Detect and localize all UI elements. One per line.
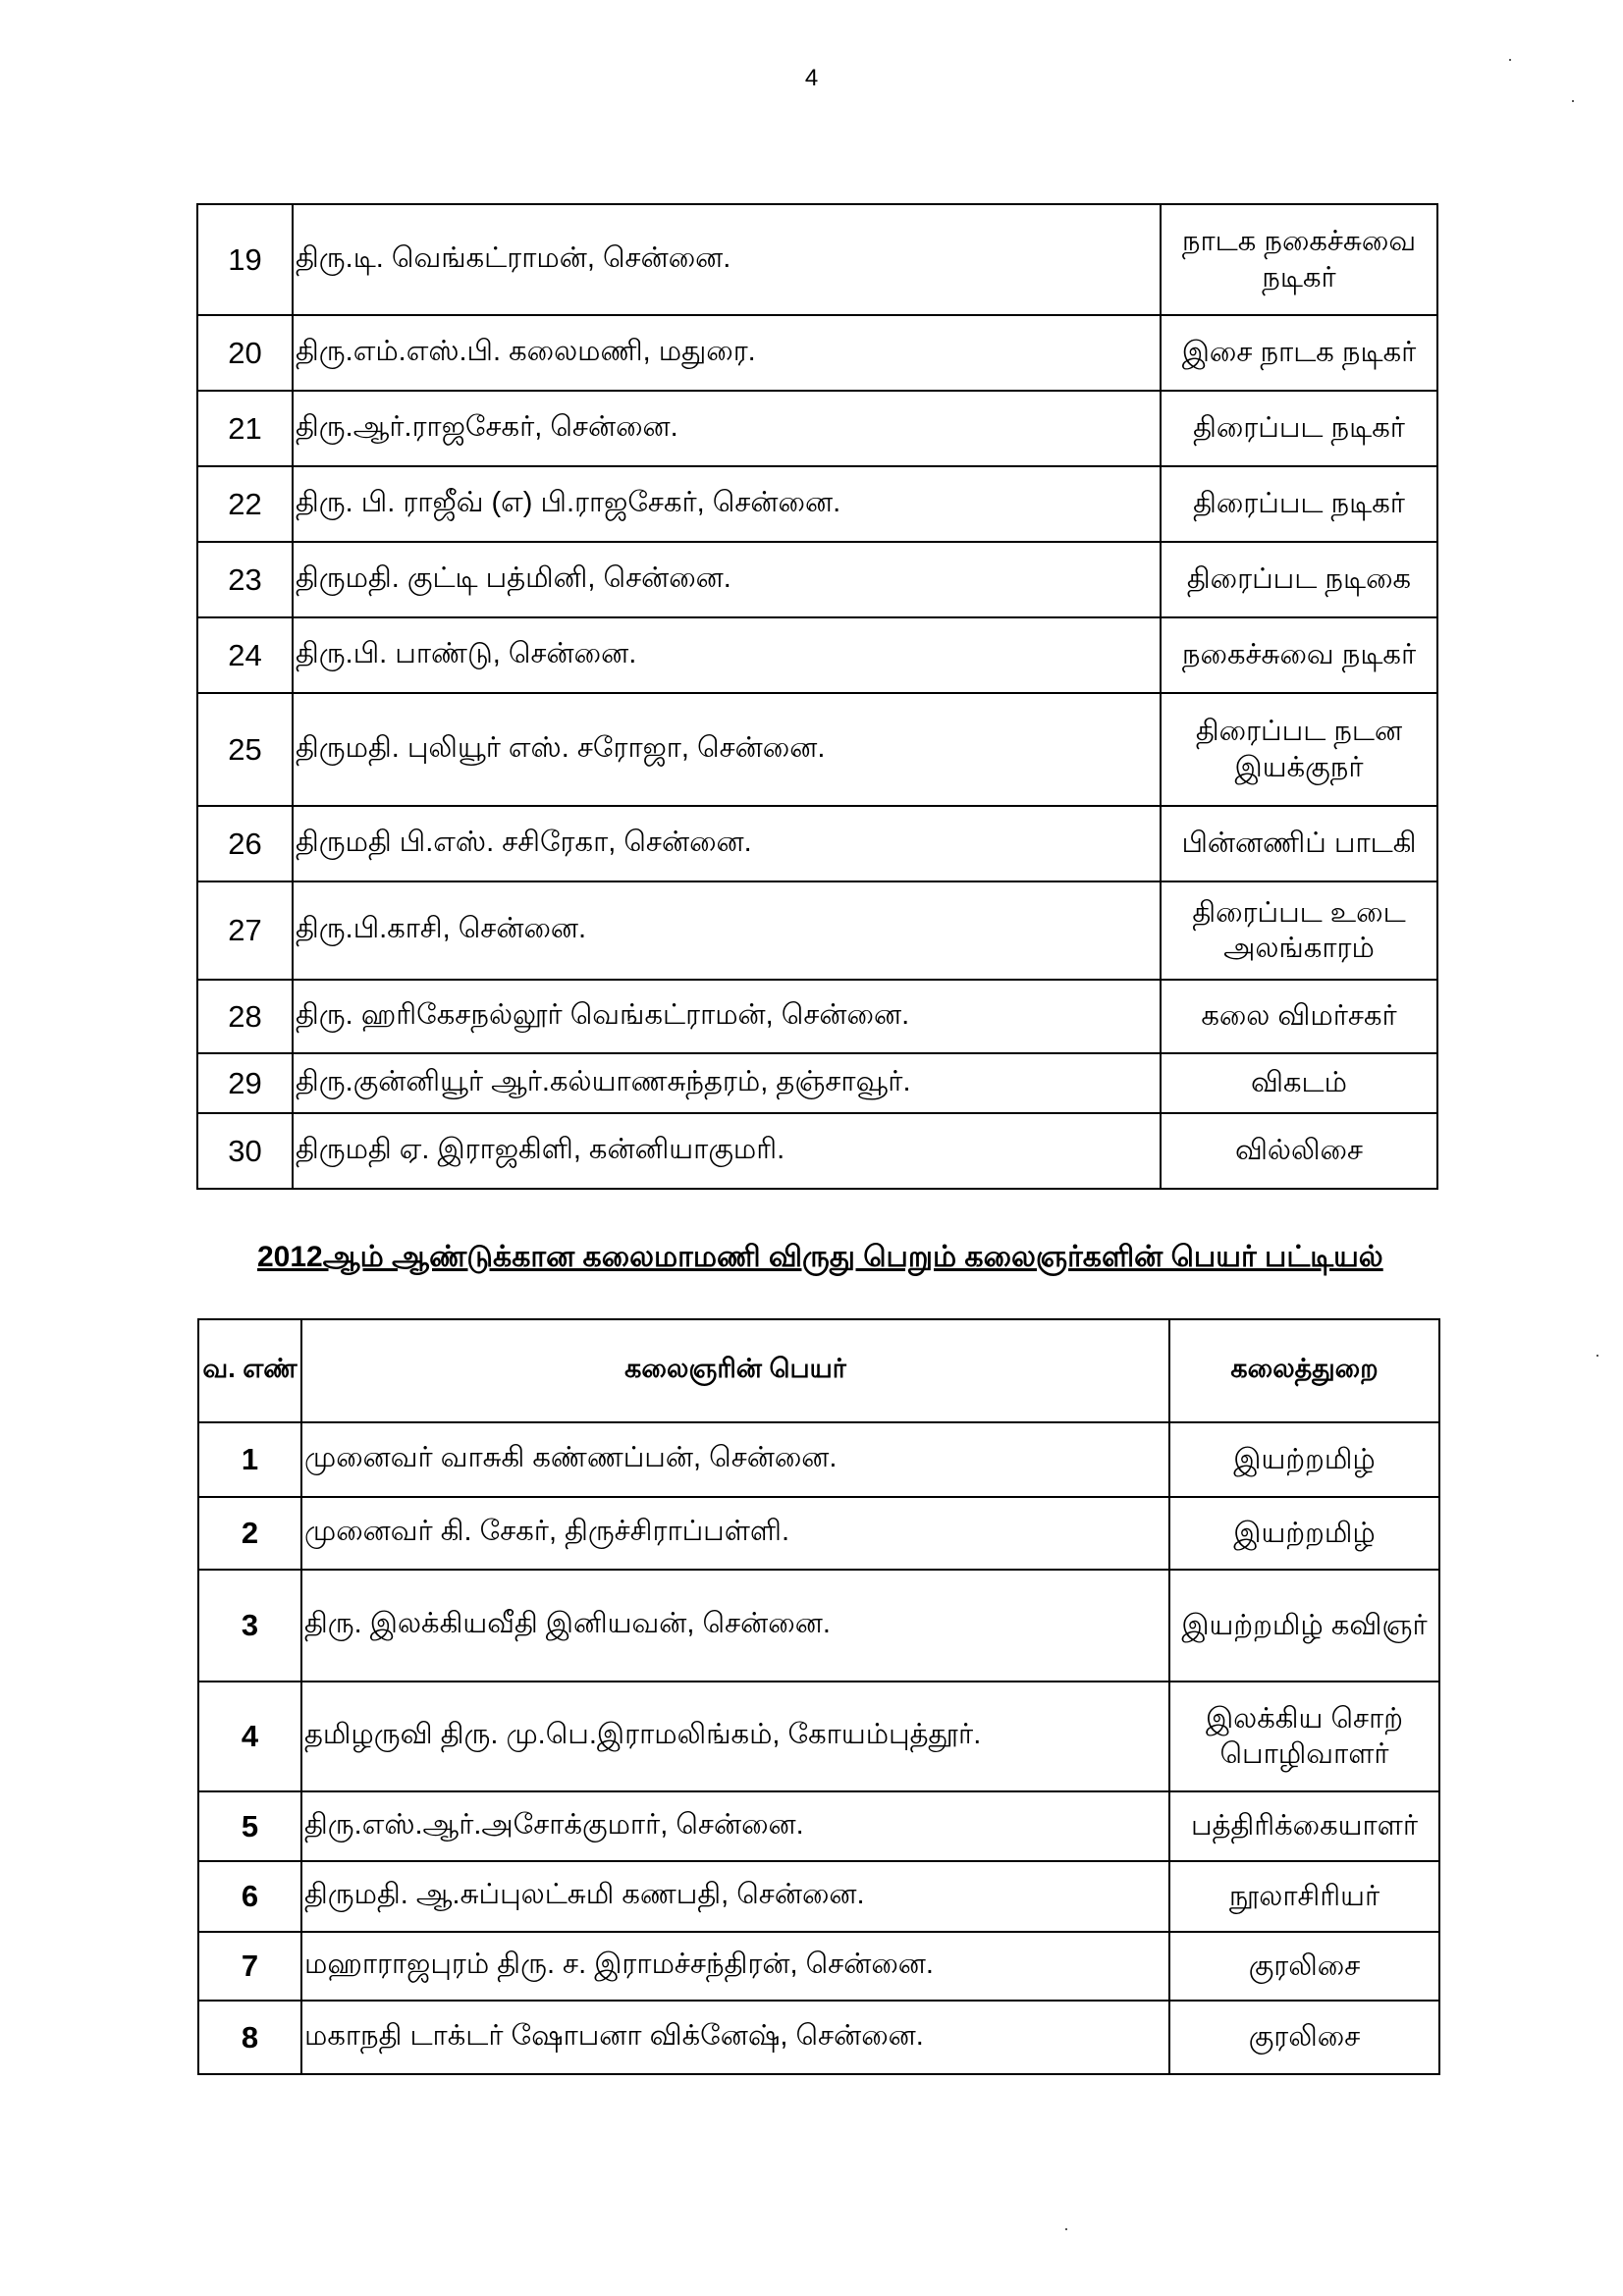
artist-name: திரு.ஆர்.ராஜசேகர், சென்னை. (293, 391, 1161, 466)
serial-number: 2 (198, 1497, 301, 1570)
serial-number: 27 (197, 881, 293, 980)
art-field: திரைப்பட நடிகை (1161, 542, 1437, 617)
serial-number: 28 (197, 980, 293, 1053)
table-row (197, 204, 1437, 315)
table-row (198, 1861, 1439, 1932)
artist-name: தமிழருவி திரு. மு.பெ.இராமலிங்கம், கோயம்புத்தூர். (301, 1682, 1169, 1791)
art-field: குரலிசை (1169, 1932, 1439, 2001)
serial-number: 5 (198, 1791, 301, 1861)
table-row (198, 1682, 1439, 1791)
table-row (198, 1570, 1439, 1682)
table-row (197, 693, 1437, 806)
art-field: இசை நாடக நடிகர் (1161, 315, 1437, 391)
table-row (197, 806, 1437, 881)
table-row (197, 881, 1437, 980)
artist-name: திரு.பி. பாண்டு, சென்னை. (293, 617, 1161, 693)
artist-name: மகாநதி டாக்டர் ஷோபனா விக்னேஷ், சென்னை. (301, 2001, 1169, 2074)
artist-name: திரு. ஹரிகேசநல்லூர் வெங்கட்ராமன், சென்னை. (293, 980, 1161, 1053)
serial-number: 23 (197, 542, 293, 617)
artist-name: முனைவர் கி. சேகர், திருச்சிராப்பள்ளி. (301, 1497, 1169, 1570)
artist-name: திரு. பி. ராஜீவ் (எ) பி.ராஜசேகர், சென்னை. (293, 466, 1161, 542)
serial-number: 21 (197, 391, 293, 466)
artist-name: திரு.பி.காசி, சென்னை. (293, 881, 1161, 980)
art-field: குரலிசை (1169, 2001, 1439, 2074)
table-header-row (198, 1319, 1439, 1422)
scan-speck (1065, 2228, 1067, 2230)
artist-name: திருமதி. ஆ.சுப்புலட்சுமி கணபதி, சென்னை. (301, 1861, 1169, 1932)
art-field: நூலாசிரியர் (1169, 1861, 1439, 1932)
art-field: இயற்றமிழ் (1169, 1422, 1439, 1497)
artist-name: முனைவர் வாசுகி கண்ணப்பன், சென்னை. (301, 1422, 1169, 1497)
serial-number: 22 (197, 466, 293, 542)
column-header-art-field: கலைத்துறை (1169, 1319, 1439, 1422)
serial-number: 3 (198, 1570, 301, 1682)
awardees-table-2011-continued (196, 203, 1438, 1190)
table-row (197, 1113, 1437, 1189)
art-field: திரைப்பட நடிகர் (1161, 391, 1437, 466)
artist-name: திருமதி பி.எஸ். சசிரேகா, சென்னை. (293, 806, 1161, 881)
serial-number: 29 (197, 1053, 293, 1113)
table-row (197, 315, 1437, 391)
table-row (197, 542, 1437, 617)
serial-number: 19 (197, 204, 293, 315)
serial-number: 1 (198, 1422, 301, 1497)
artist-name: திரு.குன்னியூர் ஆர்.கல்யாணசுந்தரம், தஞ்சாவூர். (293, 1053, 1161, 1113)
art-field: இலக்கிய சொற் பொழிவாளர் (1169, 1682, 1439, 1791)
table-row (198, 1422, 1439, 1497)
table-row (197, 391, 1437, 466)
artist-name: திரு.எம்.எஸ்.பி. கலைமணி, மதுரை. (293, 315, 1161, 391)
serial-number: 26 (197, 806, 293, 881)
table-row (198, 2001, 1439, 2074)
table-row (197, 980, 1437, 1053)
art-field: நகைச்சுவை நடிகர் (1161, 617, 1437, 693)
artist-name: திருமதி. புலியூர் எஸ். சரோஜா, சென்னை. (293, 693, 1161, 806)
section-heading-2012: 2012ஆம் ஆண்டுக்கான கலைமாமணி விருது பெறும் கலைஞர்களின் பெயர் பட்டியல் (257, 1241, 1383, 1273)
serial-number: 24 (197, 617, 293, 693)
serial-number: 20 (197, 315, 293, 391)
serial-number: 7 (198, 1932, 301, 2001)
table-row (198, 1932, 1439, 2001)
awardees-table-2012 (197, 1318, 1440, 2075)
serial-number: 30 (197, 1113, 293, 1189)
artist-name: திரு.டி. வெங்கட்ராமன், சென்னை. (293, 204, 1161, 315)
artist-name: திருமதி. குட்டி பத்மினி, சென்னை. (293, 542, 1161, 617)
serial-number: 6 (198, 1861, 301, 1932)
serial-number: 8 (198, 2001, 301, 2074)
art-field: விகடம் (1161, 1053, 1437, 1113)
table-row (197, 1053, 1437, 1113)
art-field: திரைப்பட உடை அலங்காரம் (1161, 881, 1437, 980)
table-row (197, 466, 1437, 542)
table-row (197, 617, 1437, 693)
art-field: நாடக நகைச்சுவை நடிகர் (1161, 204, 1437, 315)
art-field: வில்லிசை (1161, 1113, 1437, 1189)
serial-number: 4 (198, 1682, 301, 1791)
art-field: திரைப்பட நடிகர் (1161, 466, 1437, 542)
art-field: இயற்றமிழ் (1169, 1497, 1439, 1570)
artist-name: திரு. இலக்கியவீதி இனியவன், சென்னை. (301, 1570, 1169, 1682)
art-field: திரைப்பட நடன இயக்குநர் (1161, 693, 1437, 806)
art-field: இயற்றமிழ் கவிஞர் (1169, 1570, 1439, 1682)
scan-speck (1572, 100, 1574, 102)
artist-name: திருமதி ஏ. இராஜகிளி, கன்னியாகுமரி. (293, 1113, 1161, 1189)
scan-speck (1596, 1355, 1598, 1357)
art-field: பத்திரிக்கையாளர் (1169, 1791, 1439, 1861)
serial-number: 25 (197, 693, 293, 806)
table-row (198, 1497, 1439, 1570)
scan-speck (1509, 59, 1511, 61)
artist-name: மஹாராஜபுரம் திரு. ச. இராமச்சந்திரன், சென்னை. (301, 1932, 1169, 2001)
art-field: பின்னணிப் பாடகி (1161, 806, 1437, 881)
page-number: 4 (804, 65, 819, 91)
table-row (198, 1791, 1439, 1861)
column-header-artist-name: கலைஞரின் பெயர் (301, 1319, 1169, 1422)
column-header-serial-number: வ. எண் (198, 1319, 301, 1422)
artist-name: திரு.எஸ்.ஆர்.அசோக்குமார், சென்னை. (301, 1791, 1169, 1861)
art-field: கலை விமர்சகர் (1161, 980, 1437, 1053)
